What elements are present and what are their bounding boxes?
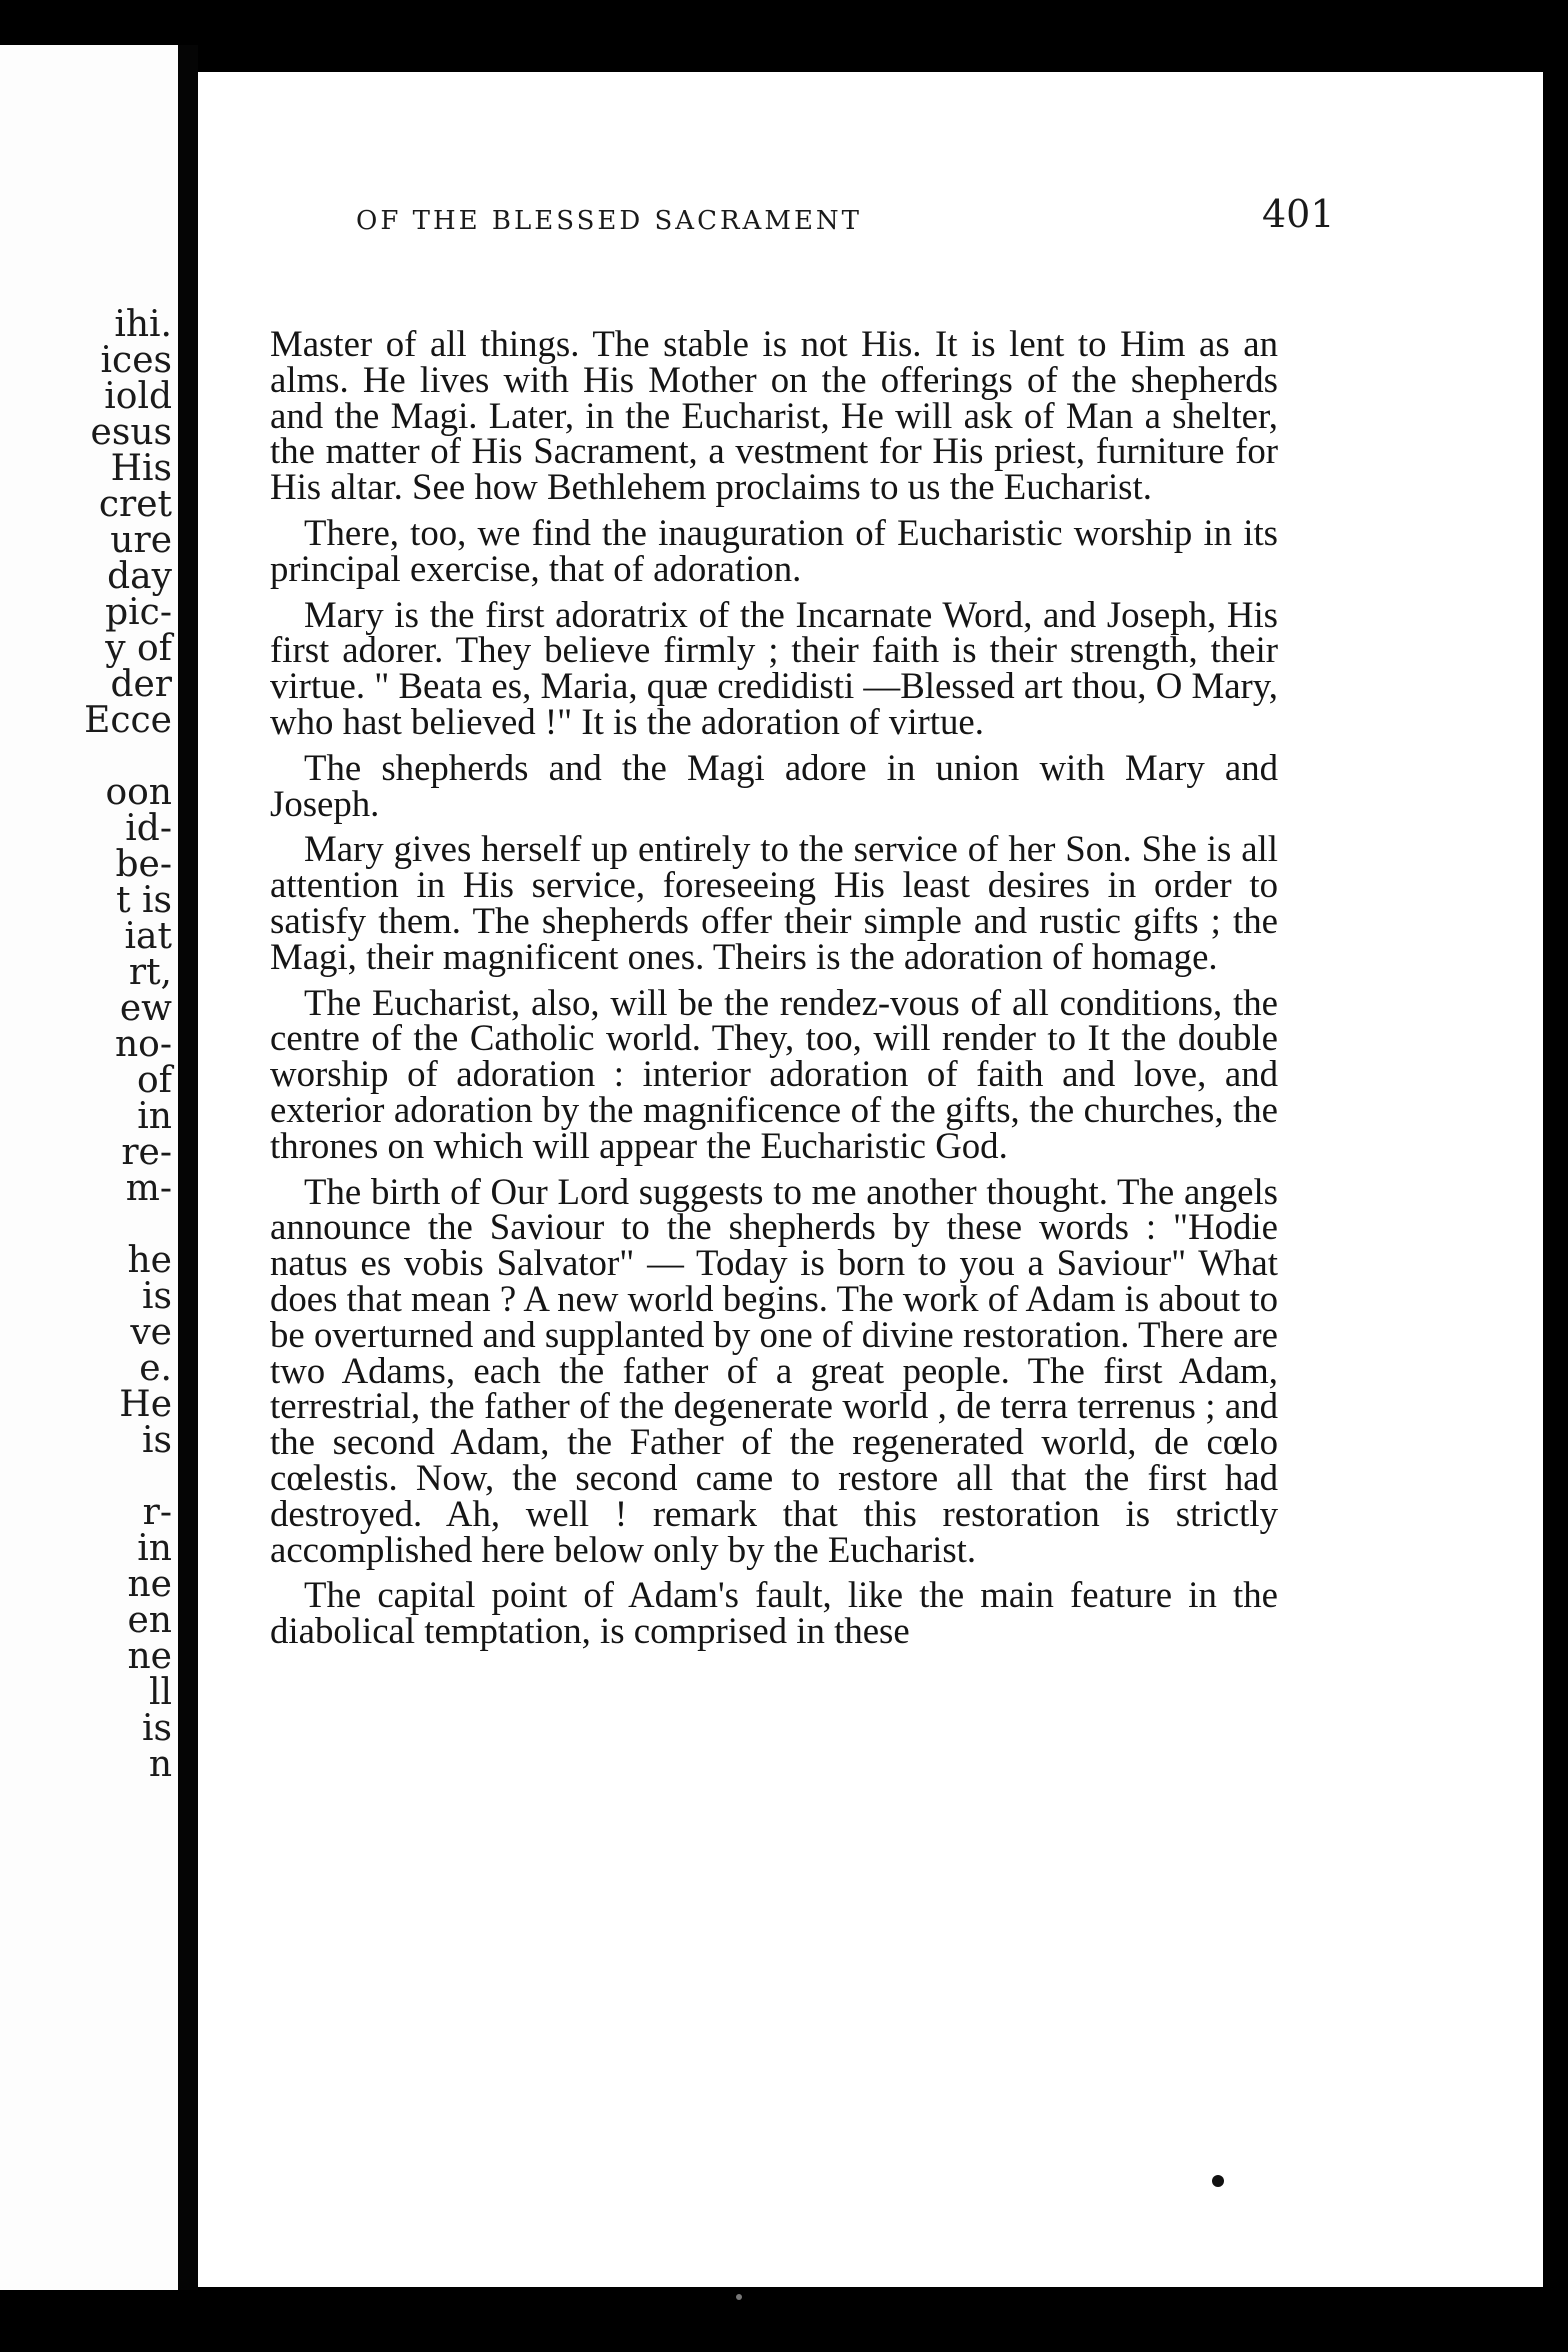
- left-page-fragment: ve: [130, 1312, 172, 1353]
- left-page-fragment: oon: [105, 772, 172, 813]
- left-page-fragment: r-: [142, 1492, 172, 1533]
- left-page-edge: [0, 45, 178, 2290]
- left-page-fragment: y of: [105, 628, 172, 669]
- paragraph: Mary is the first adoratrix of the Incarnate Word, and Joseph, His first adorer. They believe firmly ; their faith is their strength, their virtue. " Beata es, Maria, quæ credidisti —Blessed art thou, O Mary, who hast believed !" It is the adoration of virtue.: [270, 593, 1278, 742]
- running-header: OF THE BLESSED SACRAMENT: [356, 206, 863, 236]
- page-body: [270, 323, 1278, 1652]
- left-page-fragment: ne: [127, 1636, 172, 1677]
- paragraph: There, too, we find the inauguration of Eucharistic worship in its principal exercise, that of adoration.: [270, 511, 1278, 589]
- left-page-fragment: e.: [139, 1348, 172, 1389]
- left-page-fragment: en: [127, 1600, 172, 1641]
- left-page-fragment: der: [110, 664, 172, 705]
- left-page-fragment: He: [119, 1384, 172, 1425]
- left-page-fragment: in: [137, 1528, 172, 1569]
- paragraph: The capital point of Adam's fault, like the main feature in the diabolical temptation, is comprised in these: [270, 1574, 1278, 1652]
- left-page-fragment: is: [142, 1276, 172, 1317]
- paragraph: The birth of Our Lord suggests to me another thought. The angels announce the Saviour to the shepherds by these words : "Hodie natus es vobis Salvator" — Today is born to you a Saviour" What does that mean ? A new world begins. The work of Adam is about to be overturned and supplanted by one of divine restoration. There are two Adams, each the father of a great people. The first Adam, terrestrial, the father of the degenerate world , de terra terrenus ; and the second Adam, the Father of the regenerated world, de cœlo cœlestis. Now, the second came to restore all that the first had destroyed. Ah, well ! remark that this restoration is strictly accomplished here below only by the Eucharist.: [270, 1170, 1278, 1570]
- paragraph: The Eucharist, also, will be the rendez-vous of all conditions, the centre of the Catholic world. They, too, will render to It the double worship of adoration : interior adoration of faith and love, and exterior adoration by the magnificence of the gifts, the churches, the thrones on which will appear the Eucharistic God.: [270, 981, 1278, 1166]
- paragraph: The shepherds and the Magi adore in union with Mary and Joseph.: [270, 746, 1278, 824]
- left-page-fragment: re-: [121, 1132, 172, 1173]
- left-page-fragment: day: [107, 556, 172, 597]
- left-page-fragment: rt,: [128, 952, 172, 993]
- left-page-fragment: iat: [124, 916, 172, 957]
- left-page-fragment: of: [137, 1060, 172, 1101]
- paragraph: Master of all things. The stable is not His. It is lent to Him as an alms. He lives with His Mother on the offerings of the shepherds and the Magi. Later, in the Eucharist, He will ask of Man a shelter, the matter of His Sacrament, a vestment for His priest, furniture for His altar. See how Bethlehem proclaims to us the Eucharist.: [270, 323, 1278, 508]
- left-page-fragment: he: [127, 1240, 172, 1281]
- left-page-fragment: Ecce: [84, 700, 172, 741]
- left-page-fragment: His: [110, 448, 172, 489]
- left-page-fragment: no-: [114, 1024, 172, 1065]
- left-page-fragment: n: [148, 1744, 172, 1785]
- left-page-fragment: ne: [127, 1564, 172, 1605]
- left-page-fragment: cret: [98, 484, 172, 525]
- left-page-fragment: is: [142, 1420, 172, 1461]
- left-page-fragment: is: [142, 1708, 172, 1749]
- ink-dot: [1212, 2175, 1224, 2187]
- ink-speck: [736, 2294, 742, 2300]
- left-page-fragment: iold: [104, 376, 172, 417]
- left-page-fragment: be-: [115, 844, 172, 885]
- left-page-fragment: m-: [125, 1168, 172, 1209]
- paragraph: Mary gives herself up entirely to the service of her Son. She is all attention in His service, foreseeing His least desires in order to satisfy them. The shepherds offer their simple and rustic gifts ; the Magi, their magnificent ones. Theirs is the adoration of homage.: [270, 828, 1278, 977]
- left-page-fragment: ew: [119, 988, 172, 1029]
- left-page-fragment: in: [137, 1096, 172, 1137]
- left-page-fragment: ll: [148, 1672, 172, 1713]
- left-page-fragment: ices: [100, 340, 172, 381]
- book-gutter: [178, 45, 198, 2290]
- left-page-fragment: ure: [110, 520, 172, 561]
- left-page-fragment: ihi.: [114, 304, 172, 345]
- left-page-fragment: t is: [116, 880, 172, 921]
- left-page-fragment: id-: [125, 808, 172, 849]
- left-page-fragment: esus: [90, 412, 172, 453]
- left-page-fragment: pic-: [105, 592, 172, 633]
- page-number: 401: [1262, 192, 1335, 236]
